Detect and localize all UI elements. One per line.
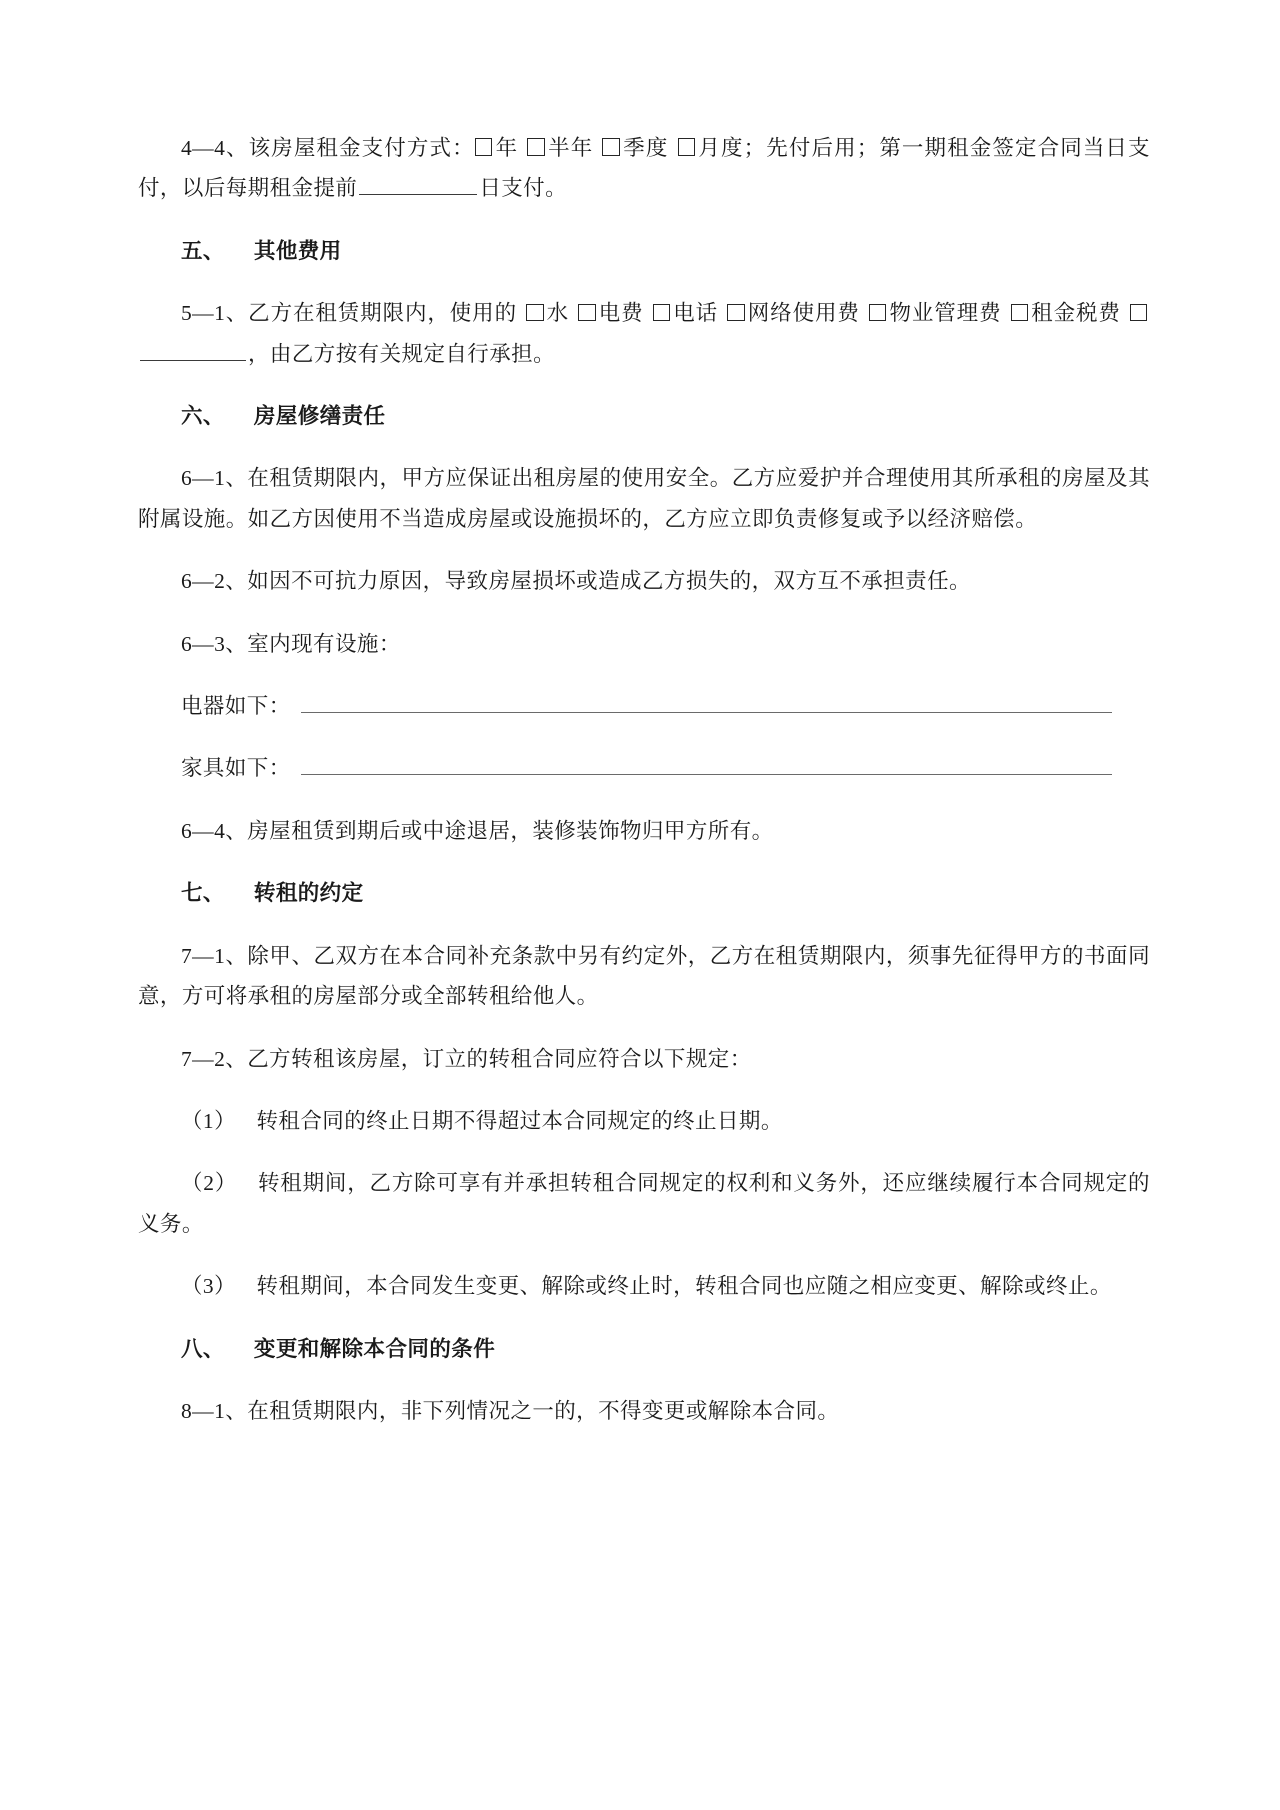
section-heading-8 xyxy=(138,1329,1150,1369)
checkbox-property-management-fee[interactable] xyxy=(869,304,887,322)
sublist-item-2 xyxy=(138,1163,1150,1244)
clause-6-1 xyxy=(138,458,1150,539)
clause-6-2-number: 6—2、 xyxy=(181,569,248,594)
sublist-item-1-marker: （1） xyxy=(181,1108,237,1133)
sublist-item-1-text: 转租合同的终止日期不得超过本合同规定的终止日期。 xyxy=(256,1108,783,1133)
clause-5-1 xyxy=(138,293,1150,374)
checkbox-electricity[interactable] xyxy=(578,304,596,322)
clause-7-1-number: 7—1、 xyxy=(181,943,248,968)
sublist-item-2-marker: （2） xyxy=(181,1171,238,1196)
sublist-item-1 xyxy=(138,1101,1150,1141)
checkbox-other-fee[interactable] xyxy=(1130,304,1148,322)
checkbox-year-label: 年 xyxy=(494,136,519,160)
section-heading-6 xyxy=(138,396,1150,436)
clause-6-3-number: 6—3、 xyxy=(181,631,248,656)
clause-6-2 xyxy=(138,561,1150,601)
section-6-title: 房屋修缮责任 xyxy=(253,404,386,429)
clause-4-4-number: 4—4、 xyxy=(181,136,249,160)
clause-4-4-text-b: ；先付后用；第一期租金签定合同当日支付，以后每期租金提前 xyxy=(138,136,1150,201)
checkbox-half-year[interactable] xyxy=(527,138,545,156)
section-8-title: 变更和解除本合同的条件 xyxy=(253,1336,496,1361)
clause-4-4-text-c: 日支付。 xyxy=(479,176,568,201)
clause-6-1-number: 6—1、 xyxy=(181,466,248,491)
section-6-numeral: 六、 xyxy=(181,404,225,429)
section-5-numeral: 五、 xyxy=(181,238,225,263)
clause-6-4-number: 6—4、 xyxy=(181,818,248,843)
clause-6-3 xyxy=(138,624,1150,664)
section-7-numeral: 七、 xyxy=(181,881,225,906)
clause-6-4 xyxy=(138,811,1150,851)
clause-7-1-text: 除甲、乙双方在本合同补充条款中另有约定外，乙方在租赁期限内，须事先征得甲方的书面同意，方可将承租的房屋部分或全部转租给他人。 xyxy=(138,943,1150,1009)
checkbox-quarter-label: 季度 xyxy=(622,136,669,160)
clause-7-2 xyxy=(138,1039,1150,1079)
checkbox-month-label: 月度 xyxy=(697,136,744,160)
appliances-input-line[interactable] xyxy=(301,692,1112,713)
sublist-item-3 xyxy=(138,1266,1150,1306)
sublist-item-3-marker: （3） xyxy=(181,1274,237,1299)
rent-advance-days-blank[interactable] xyxy=(359,172,477,196)
checkbox-month[interactable] xyxy=(678,138,696,156)
clause-7-1 xyxy=(138,936,1150,1017)
clause-6-2-text: 如因不可抗力原因，导致房屋损坏或造成乙方损失的，双方互不承担责任。 xyxy=(247,569,971,594)
furniture-input-line[interactable] xyxy=(301,754,1112,775)
sublist-item-2-text: 转租期间，乙方除可享有并承担转租合同规定的权利和义务外，还应继续履行本合同规定的义务。 xyxy=(138,1171,1150,1236)
checkbox-water[interactable] xyxy=(526,304,544,322)
checkbox-year[interactable] xyxy=(475,138,493,156)
checkbox-telephone[interactable] xyxy=(653,304,671,322)
section-5-title: 其他费用 xyxy=(253,238,342,263)
checkbox-network-fee[interactable] xyxy=(727,304,745,322)
section-8-numeral: 八、 xyxy=(181,1336,225,1361)
clause-6-4-text: 房屋租赁到期后或中途退居，装修装饰物归甲方所有。 xyxy=(247,818,774,843)
clause-7-2-text: 乙方转租该房屋，订立的转租合同应符合以下规定： xyxy=(247,1046,752,1071)
furniture-label: 家具如下： xyxy=(181,756,291,781)
clause-8-1 xyxy=(138,1391,1150,1431)
checkbox-electricity-label: 电费 xyxy=(598,301,644,326)
checkbox-rent-tax[interactable] xyxy=(1011,304,1029,322)
checkbox-quarter[interactable] xyxy=(602,138,620,156)
appliances-label: 电器如下： xyxy=(181,694,291,719)
checkbox-telephone-label: 电话 xyxy=(672,301,719,326)
clause-8-1-number: 8—1、 xyxy=(181,1398,248,1423)
checkbox-water-label: 水 xyxy=(546,301,570,326)
checkbox-network-fee-label: 网络使用费 xyxy=(747,301,860,326)
appliances-fill-row xyxy=(138,686,1150,726)
checkbox-property-management-fee-label: 物业管理费 xyxy=(889,301,1002,326)
sublist-item-3-text: 转租期间，本合同发生变更、解除或终止时，转租合同也应随之相应变更、解除或终止。 xyxy=(256,1274,1112,1299)
section-heading-5 xyxy=(138,231,1150,271)
section-heading-7 xyxy=(138,873,1150,913)
clause-4-4-text-a: 该房屋租金支付方式： xyxy=(248,136,475,160)
document-body xyxy=(138,128,1150,1453)
clause-4-4 xyxy=(138,128,1150,209)
clause-6-3-text: 室内现有设施： xyxy=(247,631,401,656)
clause-5-1-text-a: 乙方在租赁期限内，使用的 xyxy=(248,301,517,326)
furniture-fill-row xyxy=(138,748,1150,788)
clause-5-1-number: 5—1、 xyxy=(181,301,249,326)
checkbox-half-year-label: 半年 xyxy=(547,136,594,160)
other-fee-blank[interactable] xyxy=(140,337,246,361)
clause-6-1-text: 在租赁期限内，甲方应保证出租房屋的使用安全。乙方应爱护并合理使用其所承租的房屋及其附属设施。如乙方因使用不当造成房屋或设施损坏的，乙方应立即负责修复或予以经济赔偿。 xyxy=(138,466,1150,531)
clause-7-2-number: 7—2、 xyxy=(181,1046,248,1071)
clause-5-1-text-b: ，由乙方按有关规定自行承担。 xyxy=(248,341,556,366)
clause-8-1-text: 在租赁期限内，非下列情况之一的，不得变更或解除本合同。 xyxy=(247,1398,840,1423)
section-7-title: 转租的约定 xyxy=(253,881,364,906)
checkbox-rent-tax-label: 租金税费 xyxy=(1030,301,1121,326)
